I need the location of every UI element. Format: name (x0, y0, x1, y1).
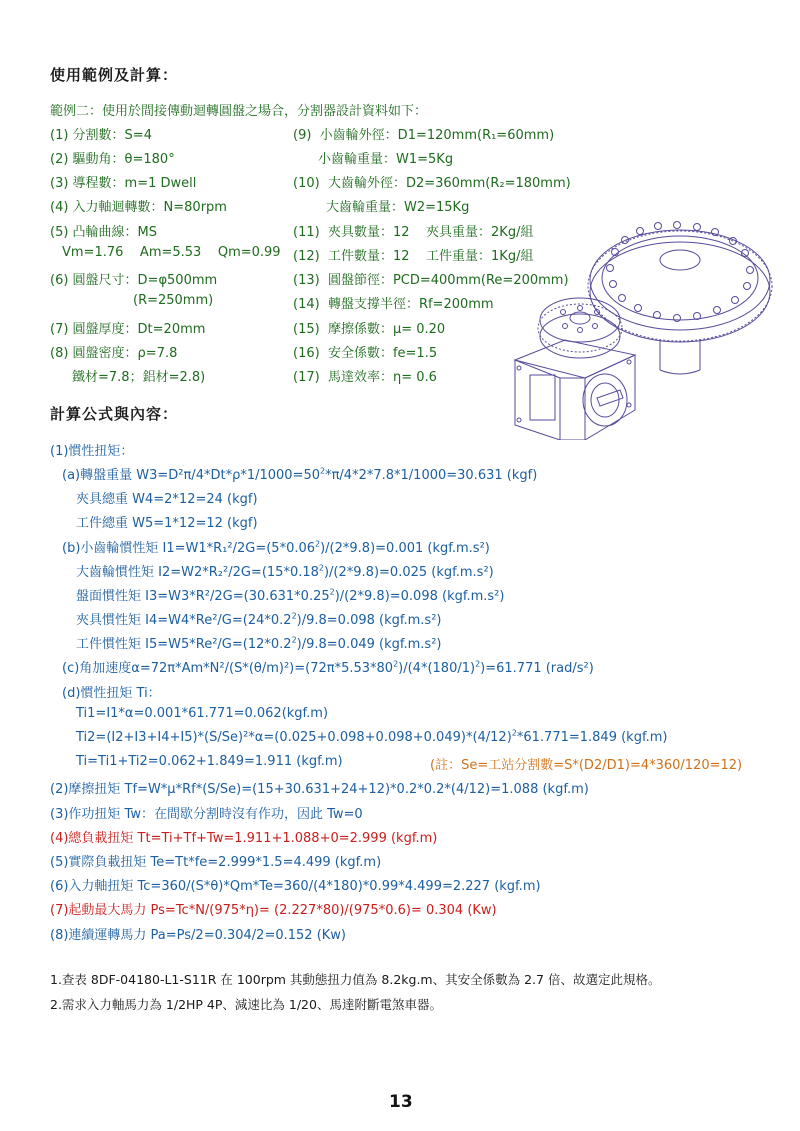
formula-text: 大齒輪慣性矩 I2=W2*R₂²/2G=(15*0.18 (76, 565, 319, 580)
formula-text: Ti2=(I2+I3+I4+I5)*(S/Se)²*α=(0.025+0.098+0.098+0.049)*(4/12) (76, 730, 512, 745)
param-item: (5) 凸輪曲線：MS (50, 225, 158, 240)
formula-text: )/(2*9.8)=0.001 (kgf.m.s²) (320, 541, 490, 556)
page-number: 13 (389, 1092, 413, 1112)
formula-text: *π/4*2*7.8*1/1000=30.631 (kgf) (325, 468, 538, 483)
formula-1d-title: (d)慣性扭矩 Ti： (62, 686, 161, 701)
param-item: 鐵材=7.8；鋁材=2.8) (72, 370, 206, 385)
formula-title: 計算公式與內容： (50, 405, 179, 423)
superscript: 2 (511, 728, 517, 738)
param-item: (9) 小齒輪外徑：D1=120mm(R₁=60mm) (293, 128, 555, 143)
formula-8: (8)連續運轉馬力 Pa=Ps/2=0.304/2=0.152 (Kw) (50, 928, 346, 943)
superscript: 2 (315, 539, 321, 549)
formula-3: (3)作功扭矩 Tw：在間歇分割時沒有作功，因此 Tw=0 (50, 807, 363, 822)
param-item: (R=250mm) (133, 293, 214, 308)
formula-1d-ti: Ti=Ti1+Ti2=0.062+1.849=1.911 (kgf.m) (76, 754, 343, 769)
formula-1a-w4: 夾具總重 W4=2*12=24 (kgf) (76, 492, 258, 507)
param-item: (13) 圓盤節徑：PCD=400mm(Re=200mm) (293, 273, 569, 288)
param-item: Vm=1.76 Am=5.53 Qm=0.99 (62, 245, 281, 260)
formula-note: (註：Se=工站分割數=S*(D2/D1)=4*360/120=12) (430, 758, 743, 773)
superscript: 2 (393, 659, 399, 669)
conclusion-2: 2.需求入力軸馬力為 1/2HP 4P、減速比為 1/20、馬達附斷電煞車器。 (50, 997, 442, 1012)
formula-6: (6)入力軸扭矩 Tc=360/(S*θ)*Qm*Te=360/(4*180)*0.99*4.499=2.227 (kgf.m) (50, 879, 541, 894)
formula-1d-ti2 (76, 730, 667, 745)
superscript: 2 (475, 659, 481, 669)
indexer-gear-illustration (505, 200, 800, 440)
formula-text: )/(4*(180/1) (398, 661, 476, 676)
superscript: 2 (318, 563, 324, 573)
section-title: 使用範例及計算： (50, 66, 179, 84)
formula-1a (62, 464, 537, 483)
formula-text: )/9.8=0.098 (kgf.m.s²) (296, 613, 442, 628)
param-item: (14) 轉盤支撐半徑：Rf=200mm (293, 297, 494, 312)
formula-1b-i1 (62, 537, 490, 556)
formula-1b-i4 (76, 609, 442, 628)
formula-text: *61.771=1.849 (kgf.m) (516, 730, 668, 745)
formula-1b-i2 (76, 561, 494, 580)
example-heading: 範例二：使用於間接傳動迴轉圓盤之場合，分割器設計資料如下： (50, 104, 428, 119)
formula-text: (c)角加速度α=72π*Am*N²/(S*(θ/m)²)=(72π*5.53*80 (62, 661, 394, 676)
formula-text: (a)轉盤重量 W3=D²π/4*Dt*ρ*1/1000=50 (62, 468, 320, 483)
param-item: (3) 導程數：m=1 Dwell (50, 176, 197, 191)
formula-text: 工件慣性矩 I5=W5*Re²/G=(12*0.2 (76, 637, 292, 652)
formula-text: 盤面慣性矩 I3=W3*R²/2G=(30.631*0.25 (76, 589, 330, 604)
param-item: (8) 圓盤密度：ρ=7.8 (50, 346, 178, 361)
formula-1b-i3 (76, 585, 504, 604)
param-item: (1) 分割數：S=4 (50, 128, 152, 143)
formula-1d-ti1: Ti1=I1*α=0.001*61.771=0.062(kgf.m) (76, 706, 329, 721)
formula-5: (5)實際負載扭矩 Te=Tt*fe=2.999*1.5=4.499 (kgf.m) (50, 855, 382, 870)
formula-text: 夾具慣性矩 I4=W4*Re²/G=(24*0.2 (76, 613, 292, 628)
param-item: (11) 夾具數量：12 夾具重量：2Kg/組 (293, 225, 534, 240)
param-item: (2) 驅動角：θ=180° (50, 152, 175, 167)
formula-2: (2)摩擦扭矩 Tf=W*μ*Rf*(S/Se)=(15+30.631+24+12)*0.2*0.2*(4/12)=1.088 (kgf.m) (50, 782, 589, 797)
formula-4: (4)總負載扭矩 Tt=Ti+Tf+Tw=1.911+1.088+0=2.999 (kgf.m) (50, 831, 438, 846)
param-item: (17) 馬達效率：η= 0.6 (293, 370, 437, 385)
superscript: 2 (291, 611, 297, 621)
formula-1a-w5: 工件總重 W5=1*12=12 (kgf) (76, 516, 258, 531)
param-item: (15) 摩擦係數：μ= 0.20 (293, 322, 446, 337)
formula-text: )/(2*9.8)=0.098 (kgf.m.s²) (334, 589, 505, 604)
formula-text: )=61.771 (rad/s²) (480, 661, 594, 676)
param-item: (12) 工件數量：12 工件重量：1Kg/組 (293, 249, 534, 264)
param-item: (6) 圓盤尺寸：D=φ500mm (50, 273, 218, 288)
param-item: (10) 大齒輪外徑：D2=360mm(R₂=180mm) (293, 176, 571, 191)
superscript: 2 (329, 587, 335, 597)
param-item: (7) 圓盤厚度：Dt=20mm (50, 322, 206, 337)
superscript: 2 (291, 635, 297, 645)
param-item: (4) 入力軸迴轉數：N=80rpm (50, 200, 227, 215)
formula-7: (7)起動最大馬力 Ps=Tc*N/(975*η)= (2.227*80)/(975*0.6)= 0.304 (Kw) (50, 903, 497, 918)
param-item: 大齒輪重量：W2=15Kg (326, 200, 470, 215)
superscript: 2 (320, 466, 326, 476)
formula-text: (b)小齒輪慣性矩 I1=W1*R₁²/2G=(5*0.06 (62, 541, 316, 556)
param-item: 小齒輪重量：W1=5Kg (318, 152, 454, 167)
formula-1c (62, 657, 594, 676)
formula-text: )/9.8=0.049 (kgf.m.s²) (296, 637, 442, 652)
formula-1b-i5 (76, 633, 442, 652)
formula-text: )/(2*9.8)=0.025 (kgf.m.s²) (323, 565, 494, 580)
formula-1-title: (1)慣性扭矩： (50, 444, 134, 459)
conclusion-1: 1.查表 8DF-04180-L1-S11R 在 100rpm 其動態扭力值為 8.2kg.m、其安全係數為 2.7 倍、故選定此規格。 (50, 972, 661, 987)
param-item: (16) 安全係數：fe=1.5 (293, 346, 438, 361)
